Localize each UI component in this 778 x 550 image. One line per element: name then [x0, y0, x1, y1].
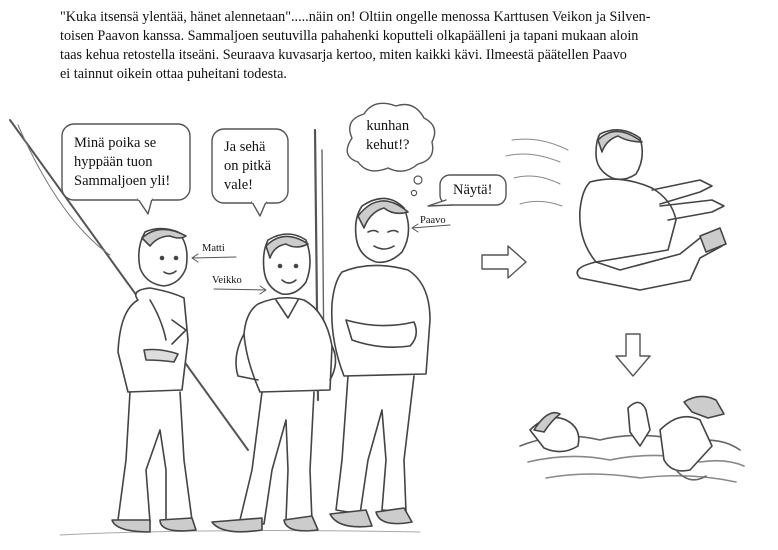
- figure-paavo: [330, 198, 430, 526]
- arrow-down-icon: [616, 334, 650, 376]
- figure-matti: [112, 229, 196, 533]
- label-veikko: Veikko: [212, 275, 242, 286]
- bubble-text-matti: [74, 134, 170, 191]
- label-matti: Matti: [202, 243, 225, 254]
- bubble-text-veikko: [224, 138, 271, 195]
- intro-line-3: taas kehua retostella itseäni. Seuraava kuvasarja kertoo, miten kaikki kävi. Ilmeestä päätellen Paavo: [60, 47, 627, 63]
- arrow-matti-label: [192, 254, 236, 262]
- bubble-paavo-thought-line-1: kunhan: [366, 118, 410, 134]
- speech-bubble-matti-tail: [138, 199, 152, 214]
- bubble-veikko-line-1: Ja sehä: [224, 139, 266, 155]
- intro-line-2: toisen Paavon kanssa. Sammaljoen seutuvilla pahahenki koputteli olkapäälleni ja tapani mukaan aloin: [60, 28, 639, 44]
- label-paavo: Paavo: [420, 215, 446, 226]
- arrow-veikko-label: [214, 286, 266, 294]
- figure-jumping-matti: [506, 130, 726, 290]
- bubble-matti-line-2: hyppään tuon: [74, 154, 153, 170]
- bubble-paavo-thought-line-2: kehut!?: [366, 137, 410, 153]
- speech-bubble-veikko-tail: [252, 202, 266, 216]
- intro-line-1: "Kuka itsensä ylentää, hänet alennetaan".....näin on! Oltiin ongelle menossa Karttusen Veikon ja Silven-: [60, 9, 651, 25]
- intro-line-4: ei tainnut oikein ottaa puheitani todesta.: [60, 66, 287, 82]
- bubble-text-paavo-speech: Näytä!: [453, 182, 493, 198]
- arrow-right-icon: [482, 246, 526, 278]
- bubble-matti-line-3: Sammaljoen yli!: [74, 173, 171, 189]
- thought-dot-1: [414, 176, 422, 184]
- thought-dot-2: [411, 190, 416, 195]
- bubble-veikko-line-3: vale!: [224, 177, 253, 193]
- bubble-veikko-line-2: on pitkä: [224, 158, 272, 174]
- bubble-text-paavo-thought: [366, 117, 409, 155]
- figure-splash: [520, 396, 744, 482]
- bubble-matti-line-1: Minä poika se: [74, 135, 157, 151]
